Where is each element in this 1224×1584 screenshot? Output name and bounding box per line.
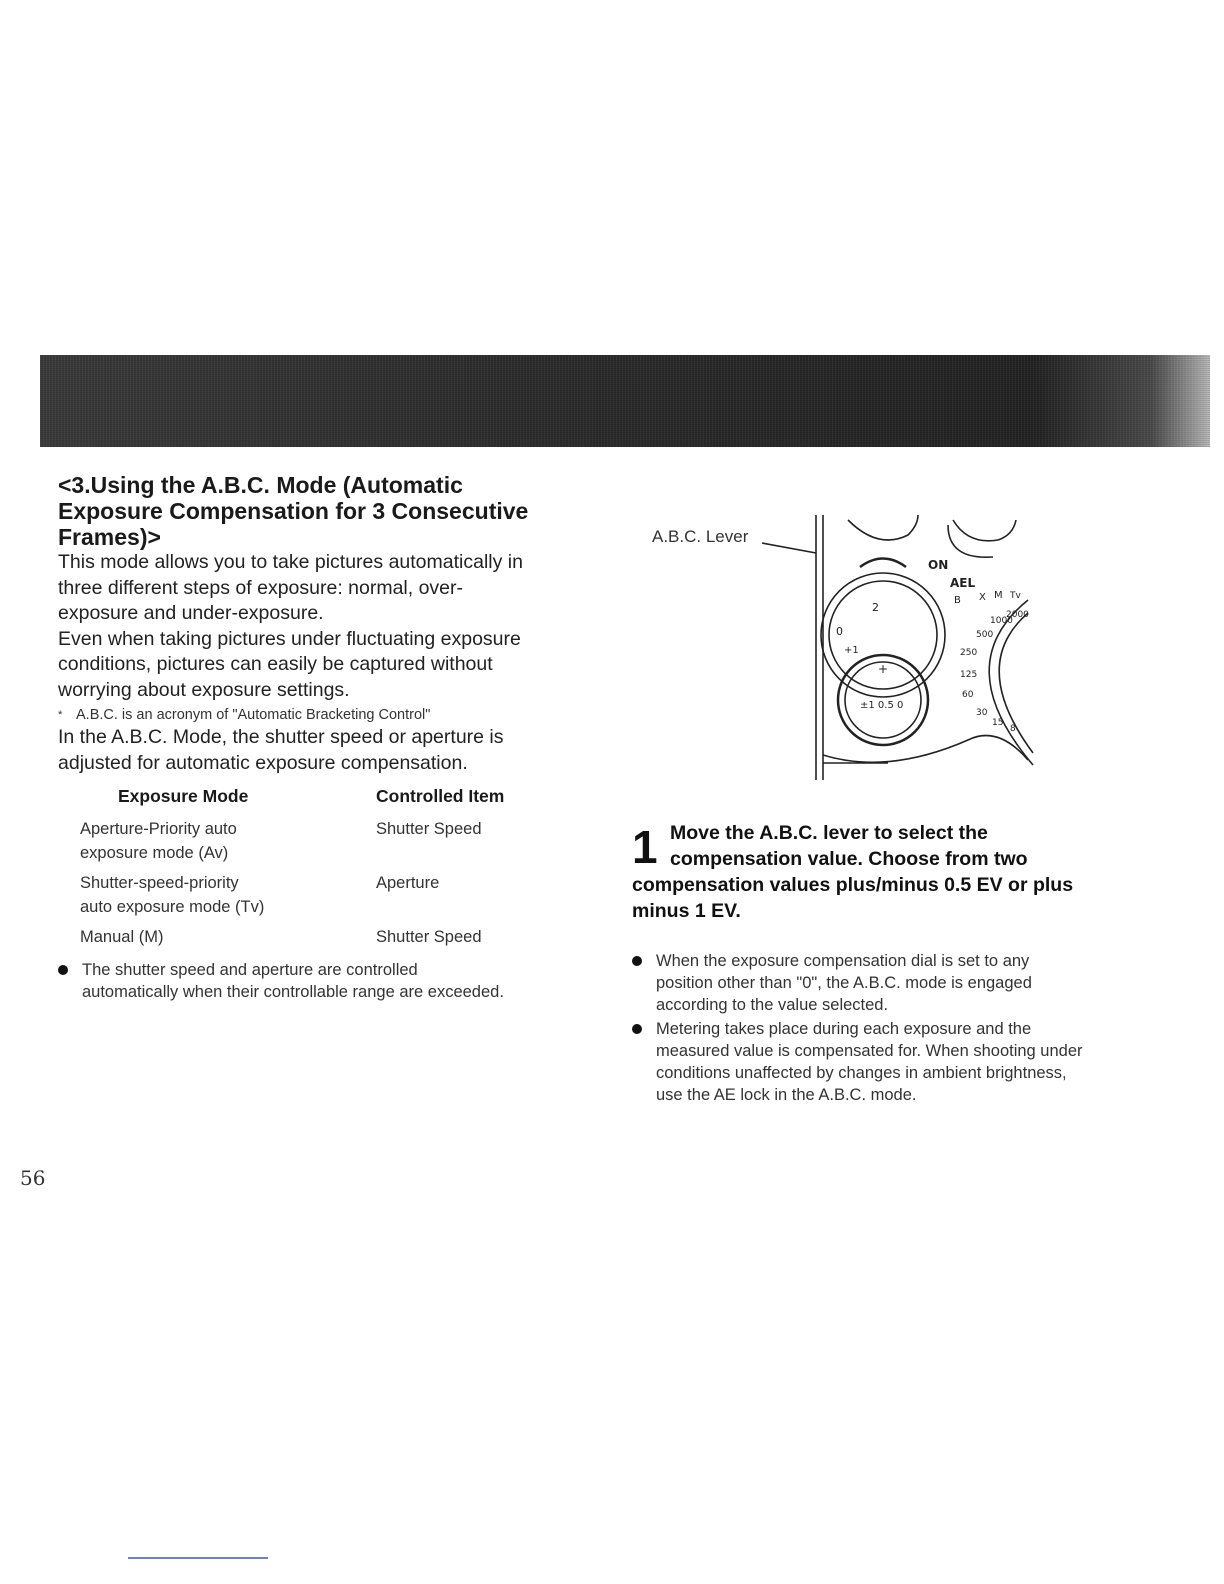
dial-label-tv: Tv — [1010, 591, 1021, 601]
dial-label-plus-one: +1 — [844, 645, 859, 656]
table-header: Exposure Mode — [118, 786, 249, 806]
bullet-icon — [632, 1024, 642, 1034]
speed-mark: 125 — [960, 670, 978, 680]
dial-label-zero: 0 — [836, 625, 843, 638]
intro-paragraph: This mode allows you to take pictures automatically in three different steps of exposure: normal, over- exposure and under-exposure. Even when taking pictures under fluctuating exposure conditions, pictures can easily be captured without worrying about exposure settings. — [58, 551, 523, 701]
dial-label-plus: + — [878, 662, 889, 676]
dial-label-b: B — [954, 595, 961, 606]
left-column — [58, 472, 598, 1003]
acronym-note: * A.B.C. is an acronym of "Automatic Bracketing Control" — [58, 707, 431, 723]
dial-label-comp-values: ±1 0.5 0 — [860, 700, 904, 711]
lever-pointer-line — [762, 543, 816, 553]
mode-paragraph: In the A.B.C. Mode, the shutter speed or aperture is adjusted for automatic exposure compensation. — [58, 726, 504, 774]
right-column — [632, 820, 1172, 1106]
speed-mark: 2000 — [1006, 610, 1029, 620]
page-number: 56 — [20, 1166, 46, 1190]
bullet-icon — [58, 965, 68, 975]
table-row: Manual (M) Shutter Speed — [80, 928, 482, 946]
speed-mark: 8 — [1010, 724, 1016, 734]
list-item: When the exposure compensation dial is set to any position other than "0", the A.B.C. mode is engaged according to the value selected. — [632, 950, 1172, 1016]
table-row: Shutter-speed-priority auto exposure mode (Tv) Aperture — [80, 874, 440, 916]
dial-illustration — [648, 505, 1148, 805]
table-header-row — [80, 786, 504, 817]
footer-rule — [128, 1557, 268, 1559]
speed-mark: 250 — [960, 648, 978, 658]
mode-table — [80, 786, 504, 955]
speed-mark: 60 — [962, 690, 974, 700]
section-banner — [40, 355, 1210, 447]
step-1: 1 Move the A.B.C. lever to select the compensation value. Choose from two compensation values plus/minus 0.5 EV or plus minus 1 EV. — [632, 821, 1074, 922]
speed-mark: 1000 — [990, 616, 1013, 626]
step-number: 1 — [632, 821, 658, 873]
dial-label-m: M — [994, 590, 1003, 601]
abc-lever-label: A.B.C. Lever — [652, 527, 749, 546]
dial-label-on: ON — [928, 558, 949, 572]
section-title: <3.Using the A.B.C. Mode (Automatic Exposure Compensation for 3 Consecutive Frames)> — [58, 472, 529, 550]
speed-mark: 15 — [992, 718, 1004, 728]
dial-label-x: X — [979, 592, 986, 603]
dial-label-two: 2 — [872, 601, 879, 614]
dial-label-ael: AEL — [950, 576, 976, 590]
bullet-icon — [632, 956, 642, 966]
list-item: The shutter speed and aperture are controlled automatically when their controllable range are exceeded. — [58, 959, 598, 1003]
table-row: Aperture-Priority auto exposure mode (Av) Shutter Speed — [80, 820, 482, 862]
speed-mark: 500 — [976, 630, 994, 640]
speed-mark: 30 — [976, 708, 988, 718]
table-header: Controlled Item — [376, 786, 505, 806]
list-item: Metering takes place during each exposure and the measured value is compensated for. When shooting under conditions unaffected by changes in ambient brightness, use the AE lock in the A.B.C. mode. — [632, 1018, 1172, 1106]
